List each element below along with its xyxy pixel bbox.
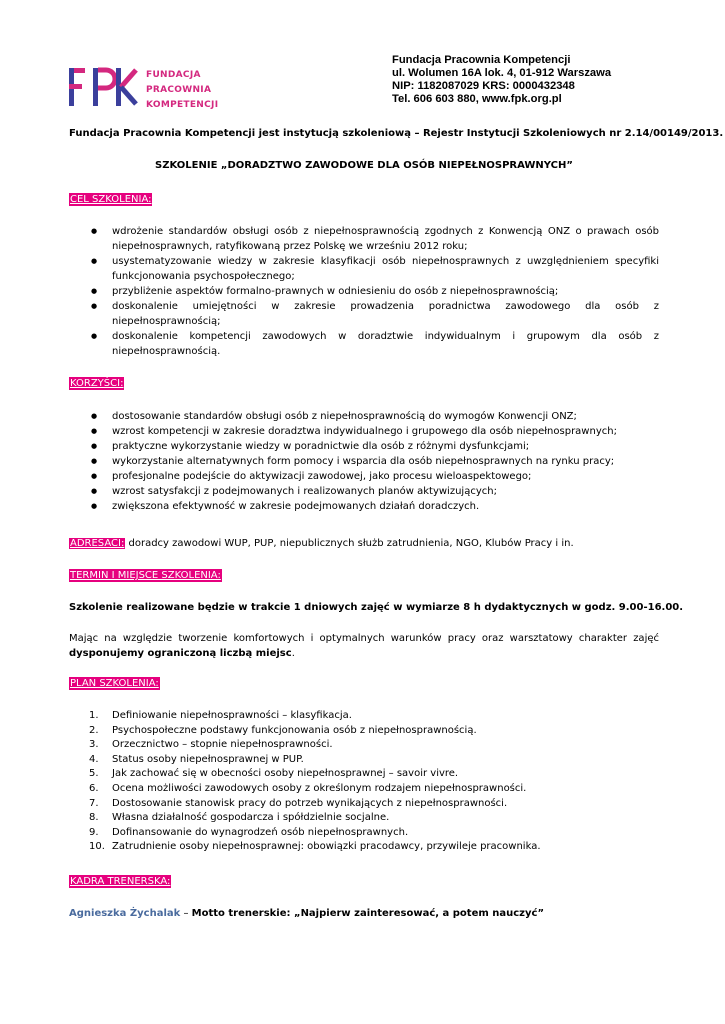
list-item: ● przybliżenie aspektów formalno-prawnych w odniesieniu do osób z niepełnosprawnością; (69, 284, 659, 299)
list-item (69, 840, 659, 855)
comfort-text: Mając na względzie tworzenie komfortowych i optymalnych warunków pracy oraz warsztatowy charakter zajęć (69, 633, 659, 644)
list-item: ● zwiększona efektywność w zakresie podejmowanych działań doradczych. (69, 499, 659, 514)
page-title: SZKOLENIE „DORADZTWO ZAWODOWE DLA OSÓB NIEPEŁNOSPRAWNYCH” (155, 160, 573, 171)
recipients-paragraph (69, 536, 659, 551)
list-item (69, 811, 659, 826)
item-number: 2. (89, 724, 99, 736)
org-contact: Tel. 606 603 880, www.fpk.org.pl (392, 93, 562, 105)
item-text: Definiowanie niepełnosprawności – klasyfikacja. (112, 710, 352, 721)
item-number: 10. (89, 841, 105, 853)
plan-list (69, 709, 659, 855)
list-item: ● doskonalenie kompetencji zawodowych w doradztwie indywidualnym i grupowym dla osób z niepełnosprawnością. (69, 329, 659, 359)
list-item: ● dostosowanie standardów obsługi osób z niepełnosprawnością do wymogów Konwencji ONZ; (69, 409, 659, 424)
org-registry: NIP: 1182087029 KRS: 0000432348 (392, 80, 575, 92)
item-number: 9. (89, 826, 99, 838)
list-item: ● usystematyzowanie wiedzy w zakresie klasyfikacji osób niepełnosprawnych z uwzględnieniem specyfiki funkcjonowania psychospołecznego; (69, 254, 659, 284)
item-text: Status osoby niepełnosprawnej w PUP. (112, 753, 304, 765)
benefits-list (69, 409, 659, 514)
item-text: Jak zachować się w obecności osoby niepełnosprawnej – savoir vivre. (112, 768, 459, 780)
organization-info (392, 54, 611, 106)
section-label-adresaci: ADRESACI: (70, 538, 125, 549)
goals-list (69, 224, 659, 359)
trainer-motto: Motto trenerskie: „Najpierw zainteresować, a potem nauczyć” (191, 908, 545, 919)
item-text: Dostosowanie stanowisk pracy do potrzeb wynikających z niepełnosprawności. (112, 797, 508, 809)
section-label-plan: PLAN SZKOLENIA: (70, 678, 159, 689)
item-number: 7. (89, 797, 99, 809)
list-item: ● profesjonalne podejście do aktywizacji zawodowej, jako procesu wieloaspektowego; (69, 469, 659, 484)
item-text: Ocena możliwości zawodowych osoby z określonym rodzajem niepełnosprawności. (112, 782, 527, 794)
list-item: ● praktyczne wykorzystanie wiedzy w poradnictwie dla osób z różnymi dysfunkcjami; (69, 439, 659, 454)
list-item: ● wykorzystanie alternatywnych form pomocy i wsparcia dla osób niepełnosprawnych na rynku pracy; (69, 454, 659, 469)
list-item: ● wdrożenie standardów obsługi osób z niepełnosprawnością zgodnych z Konwencją ONZ o prawach osób niepełnosprawnych, ratyfikowaną przez Polskę we wrześniu 2012 roku; (69, 224, 659, 254)
comfort-paragraph (69, 631, 659, 661)
item-text: Własna działalność gospodarcza i spółdzielnie socjalne. (112, 812, 390, 824)
item-number: 4. (89, 753, 99, 765)
item-text: Psychospołeczne podstawy funkcjonowania osób z niepełnosprawnością. (112, 724, 477, 736)
item-number: 5. (89, 768, 99, 780)
trainer-name: Agnieszka Żychalak (69, 908, 181, 919)
section-label-kadra: KADRA TRENERSKA: (70, 876, 171, 887)
intro-statement: Fundacja Pracownia Kompetencji jest instytucją szkoleniową – Rejestr Instytucji Szkoleniowych nr 2.14/00149/2013. (69, 128, 724, 139)
logo-line: KOMPETENCJI (146, 100, 219, 110)
item-number: 3. (89, 739, 99, 751)
comfort-end: . (291, 648, 295, 659)
list-item (69, 738, 659, 753)
item-text: Zatrudnienie osoby niepełnosprawnej: obowiązki pracodawcy, przywileje pracownika. (112, 841, 541, 853)
list-item: ● doskonalenie umiejętności w zakresie prowadzenia poradnictwa zawodowego dla osób z niepełnosprawnością; (69, 299, 659, 329)
logo-line: FUNDACJA (146, 70, 201, 80)
list-item: ● wzrost satysfakcji z podejmowanych i realizowanych planów aktywizujących; (69, 484, 659, 499)
trainer-separator: – (180, 908, 192, 919)
list-item: ● wzrost kompetencji w zakresie doradztwa indywidualnego i grupowego dla osób niepełnosprawnych; (69, 424, 659, 439)
limited-seats-text: dysponujemy ograniczoną liczbą miejsc (69, 648, 292, 659)
item-text: Orzecznictwo – stopnie niepełnosprawności. (112, 739, 333, 751)
item-text: Dofinansowanie do wynagrodzeń osób niepełnosprawnych. (112, 826, 409, 838)
list-item (69, 724, 659, 739)
org-name: Fundacja Pracownia Kompetencji (392, 54, 571, 66)
list-item (69, 767, 659, 782)
org-address: ul. Wolumen 16A lok. 4, 01-912 Warszawa (392, 67, 612, 79)
recipients-text: doradcy zawodowi WUP, PUP, niepublicznych służb zatrudnienia, NGO, Klubów Pracy i in. (125, 538, 574, 549)
list-item (69, 709, 659, 724)
list-item (69, 797, 659, 812)
trainer-paragraph (69, 906, 659, 921)
list-item (69, 826, 659, 841)
list-item (69, 753, 659, 768)
section-label-cel: CEL SZKOLENIA: (70, 194, 152, 205)
schedule-text: Szkolenie realizowane będzie w trakcie 1 dniowych zajęć w wymiarze 8 h dydaktycznych w godz. 9.00-16.00. (69, 602, 684, 613)
item-number: 6. (89, 782, 99, 794)
section-label-korzysci: KORZYŚCI: (70, 378, 124, 389)
logo-line: PRACOWNIA (146, 85, 212, 95)
item-number: 1. (89, 710, 99, 721)
list-item (69, 782, 659, 797)
logo-text (146, 68, 218, 113)
section-label-termin: TERMIN I MIEJSCE SZKOLENIA: (70, 570, 221, 581)
item-number: 8. (89, 812, 99, 824)
